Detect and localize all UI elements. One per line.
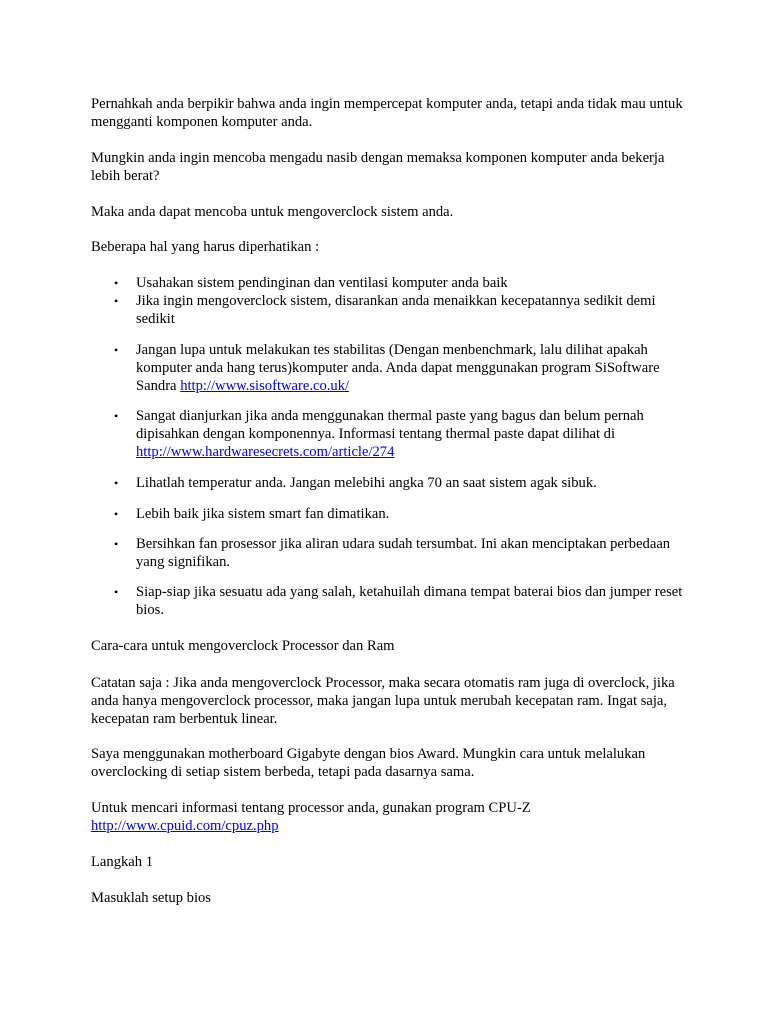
list-item-text: Jangan lupa untuk melakukan tes stabilitas (Dengan menbenchmark, lalu dilihat apakah komputer anda hang terus)komputer anda. Anda dapat menggunakan program SiSoftware Sandra [136,342,660,394]
sisoftware-link[interactable]: http://www.sisoftware.co.uk/ [180,378,350,394]
list-item [114,583,691,619]
list-item-text: Usahakan sistem pendinginan dan ventilasi komputer anda baik [136,275,508,291]
bullet-icon: • [114,476,119,490]
intro-paragraph-2: Mungkin anda ingin mencoba mengadu nasib dengan memaksa komponen komputer anda bekerja lebih berat? [91,150,665,184]
hardwaresecrets-link[interactable]: http://www.hardwaresecrets.com/article/274 [136,444,395,460]
note-paragraph: Catatan saja : Jika anda mengoverclock Processor, maka secara otomatis ram juga di overclock, jika anda hanya mengoverclock processor, maka jangan lupa untuk merubah kecepatan ram. Ingat saja, kecepatan ram berbentuk linear. [91,675,675,727]
list-item [114,535,691,571]
list-item [114,292,691,328]
list-item-text: Lihatlah temperatur anda. Jangan melebihi angka 70 an saat sistem agak sibuk. [136,475,597,491]
list-item-text: Lebih baik jika sistem smart fan dimatikan. [136,506,390,522]
step-1-text: Masuklah setup bios [91,890,211,906]
list-item [114,505,691,523]
section-heading: Cara-cara untuk mengoverclock Processor dan Ram [91,638,395,654]
bullet-icon: • [114,276,119,290]
bullet-icon: • [114,585,119,599]
motherboard-paragraph: Saya menggunakan motherboard Gigabyte dengan bios Award. Mungkin cara untuk melalukan overclocking di setiap sistem berbeda, tetapi pada dasarnya sama. [91,746,646,780]
intro-paragraph-3: Maka anda dapat mencoba untuk mengoverclock sistem anda. [91,204,454,220]
step-1-label: Langkah 1 [91,854,154,870]
bullet-icon: • [114,294,119,308]
intro-paragraph-1: Pernahkah anda berpikir bahwa anda ingin mempercepat komputer anda, tetapi anda tidak mau untuk mengganti komponen komputer anda. [91,96,683,130]
intro-paragraph-4: Beberapa hal yang harus diperhatikan : [91,239,320,255]
list-item [114,274,691,292]
cpuz-paragraph [91,799,691,835]
cpuz-text: Untuk mencari informasi tentang processor anda, gunakan program CPU-Z [91,800,531,816]
bullet-icon: • [114,409,119,423]
list-item [114,474,691,492]
list-item-text: Siap-siap jika sesuatu ada yang salah, ketahuilah dimana tempat baterai bios dan jumper reset bios. [136,584,683,618]
bullet-icon: • [114,507,119,521]
list-item-text: Jika ingin mengoverclock sistem, disarankan anda menaikkan kecepatannya sedikit demi sedikit [136,293,656,327]
list-item-text: Sangat dianjurkan jika anda menggunakan thermal paste yang bagus dan belum pernah dipisahkan dengan komponennya. Informasi tentang thermal paste dapat dilihat di [136,408,644,442]
cpuz-link[interactable]: http://www.cpuid.com/cpuz.php [91,818,279,834]
list-item [114,341,691,395]
list-item [114,407,691,461]
bullet-icon: • [114,537,119,551]
list-item-text: Bersihkan fan prosessor jika aliran udara sudah tersumbat. Ini akan menciptakan perbedaan yang signifikan. [136,536,671,570]
bullet-icon: • [114,343,119,357]
